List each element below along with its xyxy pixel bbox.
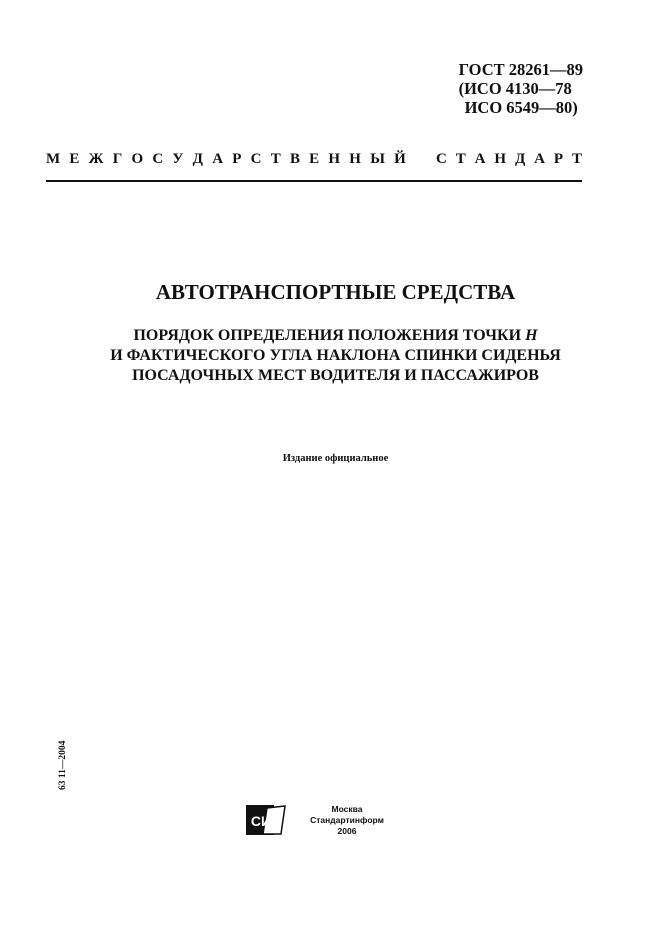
banner-letter: А [474, 151, 486, 167]
publisher-block [297, 804, 397, 837]
designation-line-3: ИСО 6549—80) [464, 98, 578, 117]
banner-letter: С [436, 151, 447, 167]
banner-letter: С [250, 151, 262, 167]
subtitle-line-1-text: ПОРЯДОК ОПРЕДЕЛЕНИЯ ПОЛОЖЕНИЯ ТОЧКИ [133, 327, 526, 344]
banner-letter: У [172, 151, 184, 167]
standard-designation [459, 60, 583, 117]
designation-line-1: ГОСТ 28261—89 [458, 60, 583, 79]
banner-letter: Ж [88, 151, 104, 167]
banner-letter: Т [270, 151, 281, 167]
banner-letter: Т [455, 151, 466, 167]
banner-letter: Р [553, 151, 564, 167]
banner-letter: А [534, 151, 545, 167]
logo-lettering: СИ [250, 813, 272, 829]
banner-rule [46, 180, 582, 182]
publisher-name: Стандартинформ [310, 815, 384, 825]
banner-letter: Г [112, 151, 123, 167]
document-title: АВТОТРАНСПОРТНЫЕ СРЕДСТВА [155, 280, 516, 304]
point-h-symbol: H [525, 327, 538, 344]
publisher-city: Москва [331, 804, 363, 814]
subtitle-line-1 [10, 326, 661, 346]
standartinform-logo [245, 804, 287, 836]
banner-letter: Ы [370, 151, 385, 167]
subtitle-line-3: ПОСАДОЧНЫХ МЕСТ ВОДИТЕЛЯ И ПАССАЖИРОВ [132, 367, 539, 384]
banner-letter: В [289, 151, 300, 167]
banner-letter: Е [309, 151, 320, 167]
interstate-standard-banner [46, 151, 582, 168]
banner-letter: Д [192, 151, 203, 167]
banner-letter: Т [571, 151, 582, 167]
banner-letter: Й [394, 151, 406, 167]
banner-word-standard [436, 151, 582, 168]
designation-line-2: (ИСО 4130—78 [458, 79, 572, 98]
document-subtitle [0, 326, 661, 386]
subtitle-line-2: И ФАКТИЧЕСКОГО УГЛА НАКЛОНА СПИНКИ СИДЕНЬЯ [110, 347, 561, 364]
banner-letter: С [152, 151, 164, 167]
official-edition-label: Издание официальное [282, 453, 389, 464]
publisher-year: 2006 [337, 826, 357, 836]
banner-letter: Д [514, 151, 526, 167]
banner-word-interstate [46, 151, 406, 168]
banner-letter: Р [232, 151, 242, 167]
banner-letter: Н [494, 151, 507, 167]
banner-letter: Н [349, 151, 361, 167]
banner-letter: О [131, 151, 144, 167]
banner-letter: М [46, 151, 61, 167]
banner-letter: Н [328, 151, 341, 167]
banner-letter: А [212, 151, 224, 167]
banner-letter: Е [69, 151, 80, 167]
classification-mark: 63 11—2004 [58, 740, 68, 790]
